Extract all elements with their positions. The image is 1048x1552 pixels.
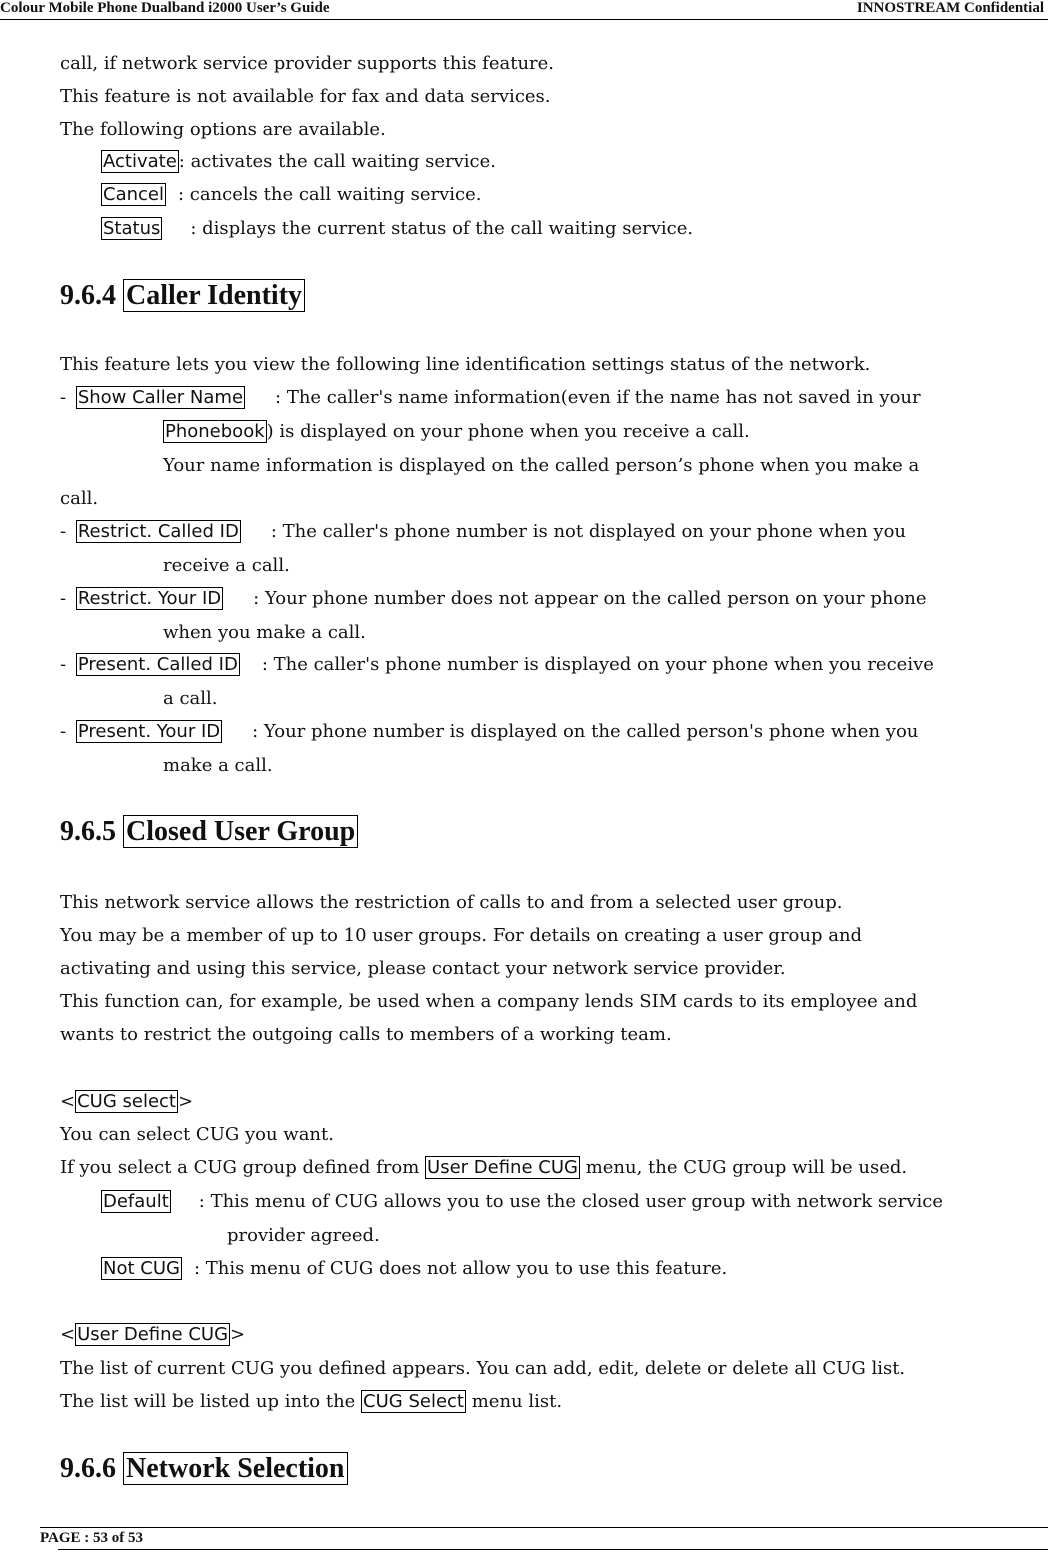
option-key: Not CUG [103,1258,180,1279]
section-heading-closed-user-group [60,814,358,850]
list-dash: - [60,387,67,408]
user-define-line-1: The list of current CUG you defined appears. You can add, edit, delete or delete all CUG list. [60,1358,906,1379]
angle-left: < [60,1324,76,1345]
item-present-your-id [60,720,918,744]
cug-para-2: You may be a member of up to 10 user groups. For details on creating a user group and [60,925,863,946]
angle-left: < [60,1091,76,1112]
section-title: Network Selection [123,1452,348,1485]
item-key: Present. Called ID [77,654,238,675]
phonebook-ref: Phonebook [165,421,265,442]
option-default [101,1190,943,1214]
section-heading-network-selection [60,1451,348,1487]
list-dash: - [60,654,67,675]
item-key: Restrict. Your ID [77,588,222,609]
cug-select-line-1: You can select CUG you want. [60,1124,334,1145]
footer-rule [58,1549,1048,1550]
page-number: PAGE : 53 of 53 [40,1530,144,1546]
item-restrict-called-id [60,520,906,544]
option-key: Activate [103,151,177,172]
option-activate [101,150,496,174]
option-text: : This menu of CUG does not allow you to use this feature. [193,1258,728,1279]
cug-para-4: This function can, for example, be used when a company lends SIM cards to its employee and [60,991,918,1012]
option-text: : This menu of CUG allows you to use the closed user group with network service [198,1191,943,1212]
option-default-cont: provider agreed. [227,1225,380,1246]
cug-para-1: This network service allows the restriction of calls to and from a selected user group. [60,892,843,913]
item-key: Restrict. Called ID [77,521,239,542]
item-text: : Your phone number is displayed on the called person's phone when you [252,721,919,742]
text: menu, the CUG group will be used. [585,1157,908,1178]
page-footer [40,1527,1048,1552]
list-dash: - [60,721,67,742]
item-key: Show Caller Name [77,387,244,408]
list-dash: - [60,521,67,542]
cug-select-heading [60,1090,193,1114]
angle-right: > [178,1091,194,1112]
option-text: : cancels the call waiting service. [177,184,482,205]
option-text: : displays the current status of the call waiting service. [190,218,694,239]
option-key: Default [103,1191,169,1212]
text: If you select a CUG group defined from [60,1157,420,1178]
cug-para-5: wants to restrict the outgoing calls to members of a working team. [60,1024,672,1045]
option-not-cug [101,1257,727,1281]
cug-para-3: activating and using this service, please contact your network service provider. [60,958,786,979]
item-show-caller-name-cont [163,420,750,444]
user-define-cug-heading [60,1323,245,1347]
item-text: : Your phone number does not appear on the called person on your phone [253,588,927,609]
item-show-caller-name [60,386,921,410]
user-define-cug-label: User Define CUG [77,1324,229,1345]
intro-line-3: The following options are available. [60,119,386,140]
option-cancel [101,183,481,207]
item-key: Present. Your ID [77,721,221,742]
section-number: 9.6.6 [60,1453,116,1484]
item-text: : The caller's name information(even if the name has not saved in your [275,387,921,408]
user-define-cug-ref: User Define CUG [427,1157,578,1178]
intro-line-1: call, if network service provider supports this feature. [60,53,555,74]
option-key: Status [103,218,161,239]
item-show-caller-name-line4: call. [60,488,99,509]
item-restrict-your-id-cont: when you make a call. [163,622,366,643]
angle-right: > [230,1324,246,1345]
item-present-called-id-cont: a call. [163,688,218,709]
list-dash: - [60,588,67,609]
cug-select-label: CUG select [77,1091,176,1112]
item-present-called-id [60,653,934,677]
section-heading-caller-identity [60,278,305,314]
header-confidential: INNOSTREAM Confidential [856,0,1044,16]
option-status [101,217,693,241]
item-text: ) is displayed on your phone when you receive a call. [266,421,750,442]
section-title: Closed User Group [123,815,358,848]
item-restrict-called-id-cont: receive a call. [163,555,290,576]
text: The list will be listed up into the [60,1391,356,1412]
item-text: : The caller's phone number is not displayed on your phone when you [270,521,907,542]
item-text: : The caller's phone number is displayed on your phone when you receive [261,654,934,675]
user-define-line-2 [60,1390,562,1414]
item-restrict-your-id [60,587,927,611]
page-header [0,0,1048,20]
text: menu list. [471,1391,563,1412]
option-key: Cancel [103,184,164,205]
option-text: : activates the call waiting service. [178,151,496,172]
cug-select-line-2 [60,1156,907,1180]
caller-identity-desc: This feature lets you view the following line identification settings status of the network. [60,354,871,375]
section-number: 9.6.4 [60,280,116,311]
section-title: Caller Identity [123,279,305,312]
section-number: 9.6.5 [60,816,116,847]
header-title: Colour Mobile Phone Dualband i2000 User’s Guide [0,0,330,16]
cug-select-ref: CUG Select [363,1391,464,1412]
intro-line-2: This feature is not available for fax and data services. [60,86,551,107]
item-present-your-id-cont: make a call. [163,755,273,776]
item-show-caller-name-line3: Your name information is displayed on the called person’s phone when you make a [163,455,920,476]
